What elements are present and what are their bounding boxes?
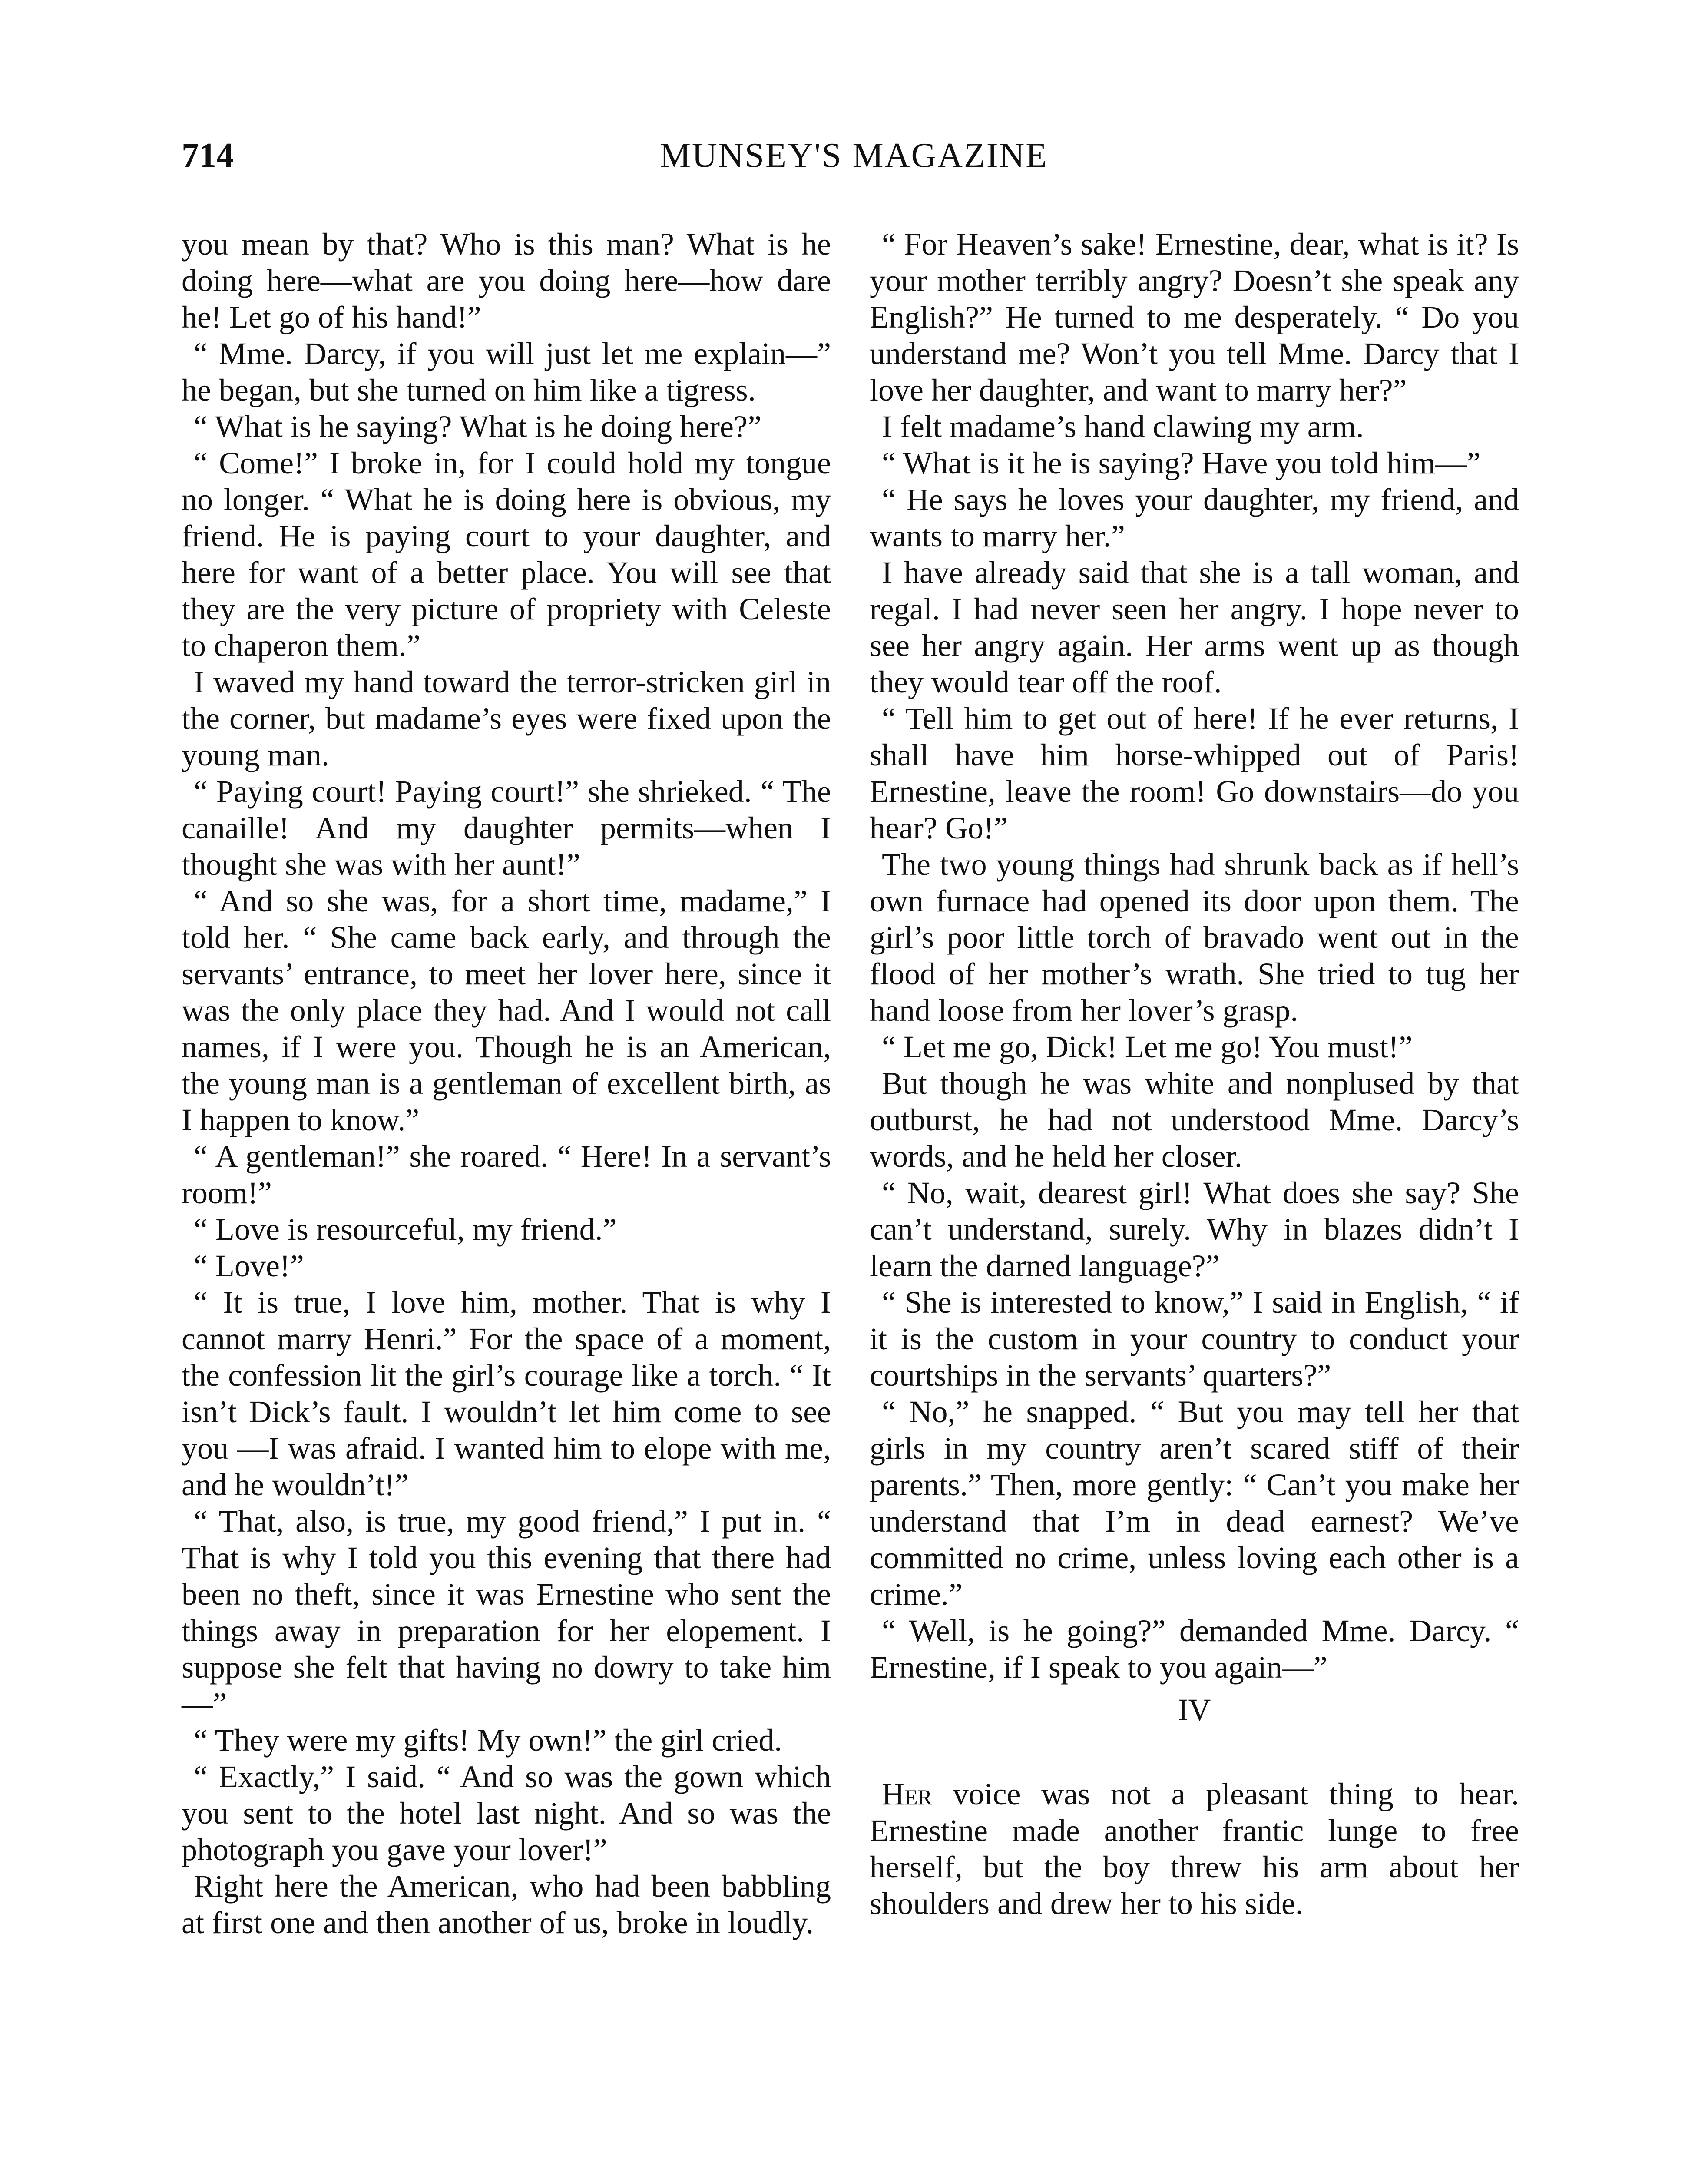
paragraph: “ That, also, is true, my good friend,” I put in. “ That is why I told you this evening that there had been no theft, since it was Ernestine who sent the things away in preparation for her elopement. I suppose she felt that having no dowry to take him—” (182, 1504, 831, 1721)
paragraph: “ No,” he snapped. “ But you may tell her that girls in my country aren’t scared stiff of their parents.” Then, more gently: “ Can’t you make her understand that I’m in dead earnest? We’ve committed no crime, unless loving each other is a crime.” (870, 1394, 1519, 1612)
page-number: 714 (182, 136, 234, 175)
paragraph: “ Let me go, Dick! Let me go! You must!” (882, 1030, 1413, 1064)
paragraph: “ For Heaven’s sake! Ernestine, dear, what is it? Is your mother terribly angry? Doesn’t she speak any English?” He turned to me desperately. “ Do you understand me? Won’t you tell Mme. Darcy that I love her daughter, and want to marry her?” (870, 227, 1519, 407)
left-column (182, 226, 831, 1941)
lead-word: Her (882, 1777, 932, 1811)
paragraph: “ A gentleman!” she roared. “ Here! In a servant’s room!” (182, 1139, 831, 1210)
running-head: MUNSEY'S MAGAZINE (659, 136, 1049, 175)
section-heading: IV (1178, 1692, 1211, 1727)
paragraph: “ He says he loves your daughter, my friend, and wants to marry her.” (870, 482, 1519, 553)
paragraph: “ She is interested to know,” I said in English, “ if it is the custom in your country to conduct your courtships in the servants’ quarters?” (870, 1285, 1519, 1393)
paragraph: “ Love!” (194, 1248, 304, 1283)
paragraph: I felt madame’s hand clawing my arm. (882, 409, 1364, 444)
paragraph: “ Well, is he going?” demanded Mme. Darcy. “ Ernestine, if I speak to you again—” (870, 1613, 1519, 1685)
paragraph: “ No, wait, dearest girl! What does she say? She can’t understand, surely. Why in blazes didn’t I learn the darned language?” (870, 1175, 1519, 1283)
paragraph: I have already said that she is a tall woman, and regal. I had never seen her angry. I hope never to see her angry again. Her arms went up as though they would tear off the roof. (870, 555, 1519, 699)
paragraph: “ Love is resourceful, my friend.” (194, 1212, 617, 1247)
paragraph: “ Tell him to get out of here! If he ever returns, I shall have him horse-whipped out of Paris! Ernestine, leave the room! Go downstairs—do you hear? Go!” (870, 701, 1519, 845)
paragraph: “ Paying court! Paying court!” she shrieked. “ The canaille! And my daughter permits—when I thought she was with her aunt!” (182, 774, 831, 882)
paragraph: But though he was white and nonplused by that outburst, he had not understood Mme. Darcy’s words, and he held her closer. (870, 1066, 1519, 1174)
paragraph: you mean by that? Who is this man? What is he doing here—what are you doing here—how dare he! Let go of his hand!” (182, 227, 831, 334)
right-column (870, 226, 1519, 1922)
paragraph: “ Mme. Darcy, if you will just let me explain—” he began, but she turned on him like a tigress. (182, 336, 831, 407)
paragraph: “ What is it he is saying? Have you told him—” (882, 446, 1481, 480)
paragraph: “ Exactly,” I said. “ And so was the gown which you sent to the hotel last night. And so was the photograph you gave your lover!” (182, 1759, 831, 1867)
section-lead-paragraph (870, 1776, 1519, 1922)
paragraph: I waved my hand toward the terror-stricken girl in the corner, but madame’s eyes were fixed upon the young man. (182, 665, 831, 772)
lead-text: voice was not a pleasant thing to hear. Ernestine made another frantic lunge to free herself, but the boy threw his arm about her shoulders and drew her to his side. (870, 1777, 1519, 1921)
paragraph: “ It is true, I love him, mother. That is why I cannot marry Henri.” For the space of a moment, the confession lit the girl’s courage like a torch. “ It isn’t Dick’s fault. I wouldn’t let him come to see you —I was afraid. I wanted him to elope with me, and he wouldn’t!” (182, 1285, 831, 1502)
paragraph: The two young things had shrunk back as if hell’s own furnace had opened its door upon them. The girl’s poor little torch of bravado went out in the flood of her mother’s wrath. She tried to tug her hand loose from her lover’s grasp. (870, 847, 1519, 1028)
paragraph: “ And so she was, for a short time, madame,” I told her. “ She came back early, and through the servants’ entrance, to meet her lover here, since it was the only place they had. And I would not call names, if I were you. Though he is an American, the young man is a gentleman of excellent birth, as I happen to know.” (182, 884, 831, 1137)
paragraph: “ What is he saying? What is he doing here?” (194, 409, 761, 444)
paragraph: “ They were my gifts! My own!” the girl cried. (194, 1723, 782, 1758)
paragraph: “ Come!” I broke in, for I could hold my tongue no longer. “ What he is doing here is obvious, my friend. He is paying court to your daughter, and here for want of a better place. You will see that they are the very picture of propriety with Celeste to chaperon them.” (182, 446, 831, 663)
paragraph: Right here the American, who had been babbling at first one and then another of us, broke in loudly. (182, 1869, 831, 1940)
